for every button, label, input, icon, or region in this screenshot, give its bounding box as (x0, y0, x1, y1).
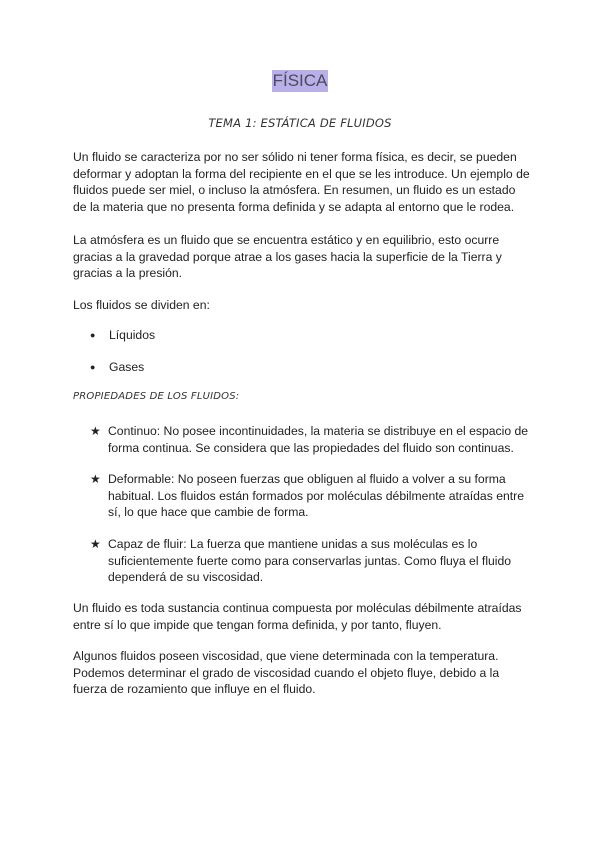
property-text: Capaz de fluir: La fuerza que mantiene unidas a sus moléculas es lo suficientemente fuerte como para conservarlas juntas. Como fluya el fluido dependerá de su viscosidad. (108, 537, 512, 585)
star-icon: ★ (90, 537, 101, 551)
property-item (90, 471, 532, 521)
title-container (0, 70, 600, 92)
property-item (90, 423, 532, 456)
list-item (90, 327, 155, 344)
star-icon: ★ (90, 424, 101, 438)
division-intro: Los fluidos se dividen en: (73, 298, 210, 312)
viscosity-paragraph: Algunos fluidos poseen viscosidad, que viene determinada con la temperatura. Podemos determinar el grado de viscosidad cuando el objeto fluye, debido a la fuerza de rozamiento que influye en el fluido. (73, 649, 500, 697)
star-icon: ★ (90, 472, 101, 486)
property-text: Continuo: No posee incontinuidades, la materia se distribuye en el espacio de forma continua. Se considera que las propiedades del fluido son continuas. (108, 424, 529, 455)
list-item-label: Gases (109, 360, 145, 374)
list-item-label: Líquidos (109, 328, 156, 342)
page-title: FÍSICA (272, 71, 328, 90)
atmosphere-paragraph: La atmósfera es un fluido que se encuentra estático y en equilibrio, esto ocurre gracias a la gravedad porque atrae a los gases hacia la superficie de la Tierra y gracias a la presión. (73, 233, 502, 281)
property-text: Deformable: No poseen fuerzas que obliguen al fluido a volver a su forma habitual. Los fluidos están formados por moléculas débilmente atraídas entre sí, lo que hace que cambie de forma. (108, 472, 524, 520)
bullet-icon: ● (90, 330, 96, 340)
properties-heading: PROPIEDADES DE LOS FLUIDOS: (73, 391, 240, 402)
page-subtitle: TEMA 1: ESTÁTICA DE FLUIDOS (208, 116, 392, 130)
property-item (90, 536, 532, 586)
intro-paragraph: Un fluido se caracteriza por no ser sólido ni tener forma física, es decir, se pueden deformar y adoptan la forma del recipiente en el que se les introduce. Un ejemplo de fluidos puede ser miel, o incluso la atmósfera. En resumen, un fluido es un estado de la materia que no presenta forma definida y se adapta al entorno que le rodea. (73, 150, 530, 214)
definition-paragraph: Un fluido es toda sustancia continua compuesta por moléculas débilmente atraídas entre sí lo que impide que tengan forma definida, y por tanto, fluyen. (73, 601, 522, 632)
bullet-icon: ● (90, 362, 96, 372)
list-item (90, 359, 144, 376)
